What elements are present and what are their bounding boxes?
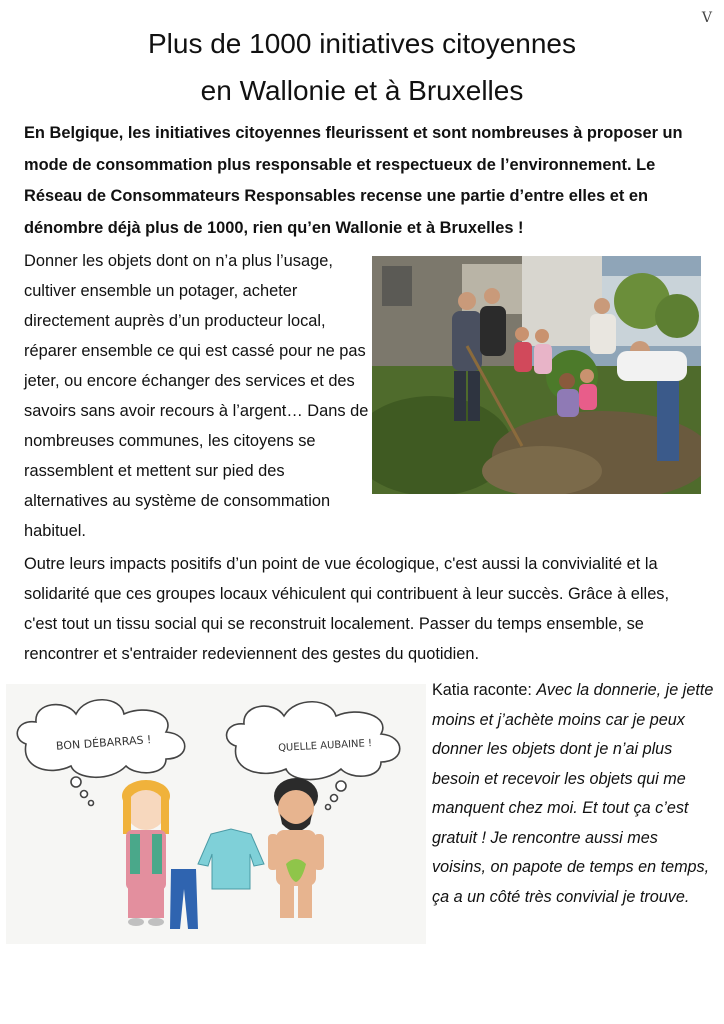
jacket-icon	[198, 829, 264, 889]
cartoon-illustration	[6, 684, 426, 944]
body-paragraph-2: Outre leurs impacts positifs d’un point de vue écologique, c'est aussi la convivialité et la solidarité que ces groupes locaux véhiculent qui contribuent à leur succès. Grâce à elles, c'est tout un tissu social qui se reconstruit localement. Passer du temps ensemble, se rencontrer et s'entraider redeviennent des gestes du quotidien.	[24, 555, 670, 663]
jeans-icon	[170, 869, 198, 929]
playmobil-cartoon	[6, 684, 426, 944]
lead-paragraph: En Belgique, les initiatives citoyennes fleurissent et sont nombreuses à proposer un mode de consommation plus responsable et respectueux de l’environnement. Le Réseau de Consommateurs Responsables recense une partie d’entre elles et en dénombre déjà plus de 1000, rien qu’en Wallonie et à Bruxelles !	[24, 124, 683, 237]
body-paragraph-1: Donner les objets dont on n’a plus l’usage, cultiver ensemble un potager, acheter directement auprès d’un producteur local, réparer ensemble ce qui est cassé pour ne pas jeter, ou encore échanger des services et des savoirs sans avoir recours à l’argent… Dans de nombreuses communes, les citoyens se rassemblent et mettent sur pied des alternatives au système de consommation habituel.	[24, 252, 369, 540]
bubble-left-text: BON DÉBARRAS !	[55, 733, 152, 753]
garden-photo-illustration	[372, 256, 701, 494]
title-line-1: Plus de 1000 initiatives citoyennes	[147, 28, 577, 59]
playmobil-caveman	[268, 778, 324, 918]
quote-text: Avec la donnerie, je jette moins et j’achète moins car je peux donner les objets dont je n’ai plus besoin et recevoir les objets qui me manquent chez moi. Et tout ça c’est gratuit ! Je rencontre aussi mes voisins, on papote de temps en temps, ça a un côté très convivial je trouve.	[432, 681, 714, 906]
community-garden-photo	[372, 256, 701, 494]
title-line-2: en Wallonie et à Bruxelles	[200, 75, 524, 106]
playmobil-woman	[122, 780, 170, 926]
quote-speaker: Katia raconte:	[432, 681, 532, 699]
bubble-right-text: QUELLE AUBAINE !	[277, 738, 373, 754]
page-marker: V	[701, 10, 712, 26]
katia-quote	[432, 676, 714, 912]
page-title	[0, 20, 724, 114]
